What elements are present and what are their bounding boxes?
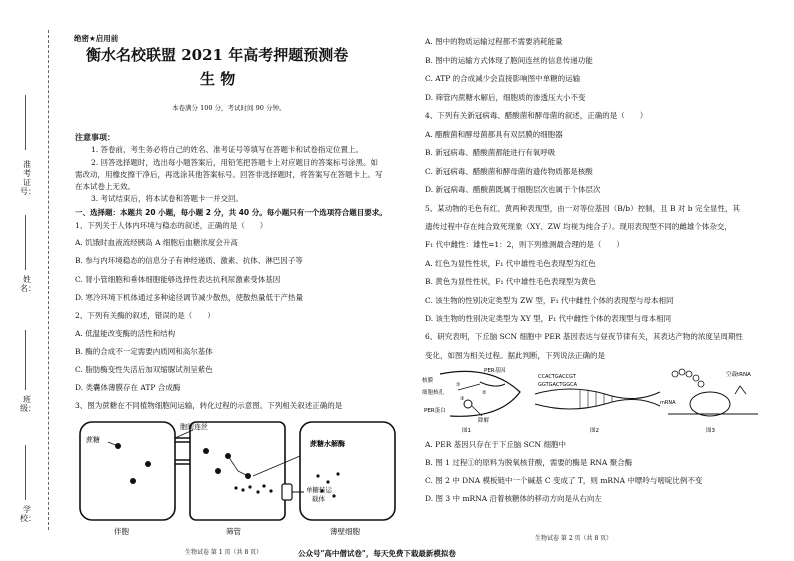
label-sucrose: 蔗糖 (86, 436, 100, 444)
trna-icon (735, 386, 746, 394)
label-fig3: 图3 (706, 428, 715, 434)
label-invertase: 蔗糖水解酶 (310, 440, 345, 448)
name-underline (25, 215, 26, 270)
dna-strand (480, 382, 505, 386)
school-underline (25, 445, 26, 500)
svg-text:②: ② (482, 390, 487, 396)
label-fig2: 图2 (590, 428, 599, 434)
q5-option-d: D. 该生物的性别决定类型为 XY 型，F₁ 代中雌性个体的表现型与母本相同 (425, 314, 672, 323)
sieve-tube-wall (190, 422, 285, 520)
sucrose-transport-figure (78, 416, 398, 541)
q2-option-a: A. 低温能改变酶的活性和结构 (75, 329, 176, 338)
notice-heading: 注意事项： (75, 133, 115, 142)
notice-item-2: 2. 回答选择题时，选出每小题答案后，用铅笔把答题卡上对应题目的答案标号涂黑。如 (91, 158, 379, 167)
label-transporter: 单糖转运 (306, 486, 332, 494)
class-label: 班级： (20, 395, 36, 413)
nuclear-envelope (440, 371, 520, 416)
q4-option-d: D. 新冠病毒、醋酸菌既属于细胞层次也属于个体层次 (425, 185, 601, 194)
label-per-gene: PER基因 (484, 368, 506, 374)
label-mrna: mRNA (660, 400, 676, 406)
label-companion-cell: 伴胞 (114, 527, 129, 536)
invertase-pointer (253, 456, 300, 476)
name-label: 姓名： (20, 275, 36, 293)
q1-option-c: C. 肾小管细胞和垂体细胞能够选择性表达抗利尿激素受体基因 (75, 275, 281, 284)
school-label: 学校： (20, 505, 36, 523)
section-heading: 一、选择题：本题共 20 小题，每小题 2 分，共 40 分。每小题只有一个选项符合题目要求。 (75, 208, 387, 217)
secret-mark: 绝密★启用前 (74, 34, 119, 43)
q5-option-b: B. 黄色为显性性状，F₁ 代中雄性毛色表现型为黄色 (425, 277, 596, 286)
q3-option-a: A. 图中的物质运输过程都不需要消耗能量 (425, 37, 563, 46)
degrade-arrow (472, 406, 482, 416)
dna-bottom-strand (535, 399, 660, 409)
score-line: 本卷满分 100 分，考试时间 90 分钟。 (172, 104, 286, 112)
label-per-protein: PER蛋白 (424, 408, 446, 414)
q3-option-d: D. 筛管内蔗糖水解后，细胞质的渗透压大小不变 (425, 93, 586, 102)
notice-item-4: 在本试卷上无效。 (75, 182, 135, 191)
q3-option-b: B. 图中的运输方式体现了胞间连丝的信息传递功能 (425, 56, 593, 65)
ribosome (690, 392, 730, 416)
process-arrow (458, 384, 480, 390)
footer-left: 生物试卷 第 1 页（共 8 页） (185, 549, 263, 556)
q4-option-c: C. 新冠病毒、醋酸菌和酵母菌的遗传物质都是核酸 (425, 167, 593, 176)
ticket-label: 准考证号： (20, 160, 36, 196)
q5-option-c: C. 该生物的性别决定类型为 ZW 型，F₁ 代中雌性个体的表现型与母本相同 (425, 296, 674, 305)
svg-text:③: ③ (460, 396, 465, 402)
sucrose-dot (203, 448, 209, 454)
transporter-icon (282, 484, 292, 500)
q6-option-c: C. 图 2 中 DNA 模板链中一个碱基 C 变成了 T，则 mRNA 中嘌呤与嘧啶比例不变 (425, 476, 703, 485)
label-sequence-1: CCACTGACCGT (538, 374, 576, 380)
q3-option-c: C. ATP 的合成减少会直接影响图中单糖的运输 (425, 74, 581, 83)
q5-line-1: 5、某动物的毛色有红、黄两种表现型，由一对等位基因（B/b）控制，且 B 对 b 完全显性，其 (425, 204, 740, 213)
label-sequence-2: GGTGACTGGCA (538, 382, 578, 388)
q5-line-2: 遗传过程中存在纯合致死现象（XY、ZW 均视为纯合子）。现用表现型不同的雌雄个体杂交， (425, 222, 732, 231)
sucrose-dot (130, 478, 136, 484)
label-plasmodesmata: 胞间连丝 (180, 423, 208, 431)
notice-item-1: 1. 答卷前，考生务必将自己的姓名、准考证号等填写在答题卡和试卷指定位置上。 (91, 145, 364, 154)
q2-stem: 2、下列有关酶的叙述，错误的是（ ） (75, 311, 215, 320)
q2-option-c: C. 脂肪酶变性失活后加双缩脲试剂呈紫色 (75, 365, 213, 374)
svg-text:①: ① (456, 382, 461, 388)
label-transporter-2: 载体 (312, 495, 325, 503)
q2-option-d: D. 类囊体薄膜存在 ATP 合成酶 (75, 383, 181, 392)
q1-stem: 1、下列关于人体内环境与稳态的叙述，正确的是（ ） (75, 221, 268, 230)
q2-option-b: B. 酶的合成不一定需要内质网和高尔基体 (75, 347, 213, 356)
parenchyma-cell-wall (300, 422, 395, 520)
q5-option-a: A. 红色为显性性状，F₁ 代中雄性毛色表现型为红色 (425, 259, 596, 268)
q3-stem: 3、图为蔗糖在不同植物细胞间运输，转化过程的示意图。下列相关叙述正确的是 (75, 401, 343, 410)
q6-line-2: 变化，如图为相关过程。据此判断，下列说法正确的是 (425, 351, 605, 360)
binding-line (48, 30, 49, 530)
per-gene-figure (420, 364, 760, 434)
class-underline (25, 330, 26, 390)
q1-option-a: A. 饥饿时血液流经胰岛 A 细胞后血糖浓度会升高 (75, 238, 238, 247)
q6-option-b: B. 图 1 过程①的原料为脱氧核苷酸，需要的酶是 RNA 聚合酶 (425, 458, 633, 467)
q4-option-a: A. 醋酸菌和酵母菌都具有双层膜的细胞器 (425, 130, 563, 139)
q4-stem: 4、下列有关新冠病毒、醋酸菌和酵母菌的叙述，正确的是（ ） (425, 111, 648, 120)
per-protein-icon (464, 400, 472, 408)
q1-option-d: D. 寒冷环境下机体通过多种途径调节减少散热，使散热量低于产热量 (75, 293, 304, 302)
label-fig1: 图1 (462, 428, 471, 434)
q1-option-b: B. 参与内环境稳态的信息分子有神经递质、激素、抗体、淋巴因子等 (75, 256, 303, 265)
sucrose-dot (145, 461, 151, 467)
notice-item-3: 需改动，用橡皮擦干净后，再选涂其他答案标号。回答非选择题时，将答案写在答题卡上。写 (75, 170, 383, 179)
footer-promo: 公众号"高中僧试卷"，每天免费下载最新模拟卷 (298, 549, 456, 558)
q5-line-3: F₁ 代中雌性：雄性=1：2，则下列推测最合理的是（ ） (425, 240, 624, 249)
ticket-underline (25, 95, 26, 150)
q6-line-1: 6、研究表明，下丘脑 SCN 细胞中 PER 基因表达与昼夜节律有关，其表达产物的浓度呈周期性 (425, 332, 743, 341)
label-trna: 空载tRNA (726, 372, 751, 378)
label-nuclear-envelope: 核膜 (422, 378, 434, 384)
notice-item-5: 3. 考试结束后，将本试卷和答题卡一并交回。 (91, 194, 244, 203)
label-parenchyma: 薄壁细胞 (330, 527, 360, 536)
page-title: 衡水名校联盟 2021 年高考押题预测卷 (86, 46, 349, 64)
q6-option-a: A. PER 基因只存在于下丘脑 SCN 细胞中 (425, 440, 566, 449)
footer-right: 生物试卷 第 2 页（共 8 页） (535, 535, 613, 542)
q4-option-b: B. 新冠病毒、醋酸菌都能进行有氧呼吸 (425, 148, 556, 157)
subject-title: 生 物 (200, 70, 236, 88)
label-degrade: 降解 (478, 418, 490, 424)
label-nuclear-pore: 细胞核孔 (422, 390, 445, 396)
dna-top-strand (535, 389, 660, 399)
conversion-arrow (228, 456, 248, 476)
polypeptide-chain (672, 369, 704, 387)
sucrose-dot (215, 468, 221, 474)
q6-option-d: D. 图 3 中 mRNA 沿着核糖体的移动方向是从右向左 (425, 494, 603, 503)
label-sieve-tube: 筛管 (226, 527, 241, 536)
